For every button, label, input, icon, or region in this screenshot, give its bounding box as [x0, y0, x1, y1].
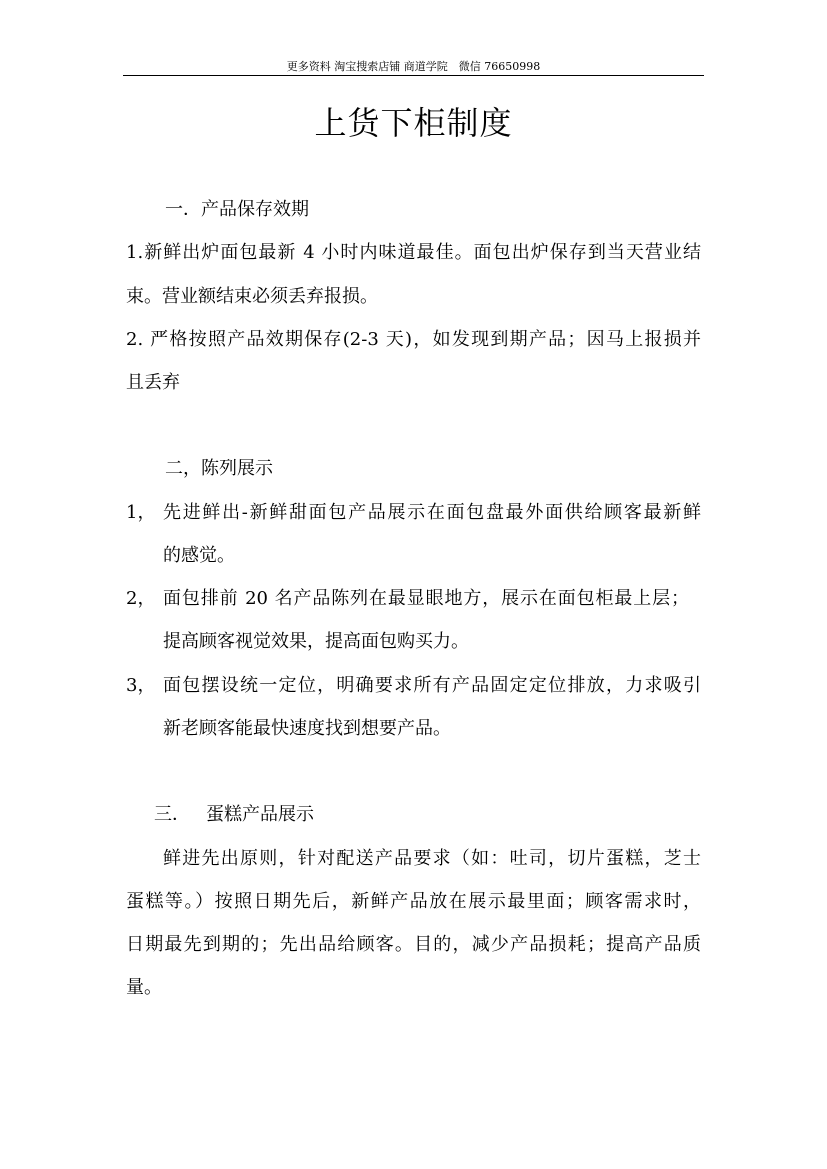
list-item-line: 面包排前 20 名产品陈列在最显眼地方，展示在面包柜最上层；: [163, 588, 689, 609]
section1-p2-line1: 2. 严格按照产品效期保存(2-3 天)，如发现到期产品；因马上报损并: [126, 329, 701, 350]
section3-line1: 鲜进先出原则，针对配送产品要求（如：吐司，切片蛋糕，芝士: [163, 848, 701, 869]
list-item-number: 3，: [126, 675, 156, 696]
document-title: 上货下柜制度: [314, 104, 513, 142]
header-divider: [123, 75, 704, 76]
section3-line4: 量。: [126, 977, 162, 998]
list-item-line: 新老顾客能最快速度找到想要产品。: [163, 718, 451, 739]
page-header: 更多资料 淘宝搜索店铺 商道学院 微信 76650998: [286, 60, 541, 73]
list-item-line: 的感觉。: [163, 545, 235, 566]
section1-p2-line2: 且丢弃: [126, 372, 180, 393]
section1-p1-line1: 1.新鲜出炉面包最新 4 小时内味道最佳。面包出炉保存到当天营业结: [126, 242, 701, 263]
list-item-line: 面包摆设统一定位，明确要求所有产品固定定位排放，力求吸引: [163, 675, 701, 696]
list-item-number: 1，: [126, 502, 156, 523]
section3-line2: 蛋糕等。）按照日期先后，新鲜产品放在展示最里面；顾客需求时，: [126, 891, 701, 912]
list-item-line: 提高顾客视觉效果，提高面包购买力。: [163, 631, 469, 652]
list-item-line: 先进鲜出-新鲜甜面包产品展示在面包盘最外面供给顾客最新鲜: [163, 502, 701, 523]
section2-heading: 二，陈列展示: [165, 458, 273, 479]
list-item-number: 2，: [126, 588, 156, 609]
section3-line3: 日期最先到期的；先出品给顾客。目的，减少产品损耗；提高产品质: [126, 934, 701, 955]
section1-heading: 一．产品保存效期: [165, 199, 309, 220]
section3-heading-number: 三．: [154, 804, 190, 825]
section1-p1-line2: 束。营业额结束必须丢弃报损。: [126, 286, 378, 307]
section3-heading: 蛋糕产品展示: [206, 804, 314, 825]
